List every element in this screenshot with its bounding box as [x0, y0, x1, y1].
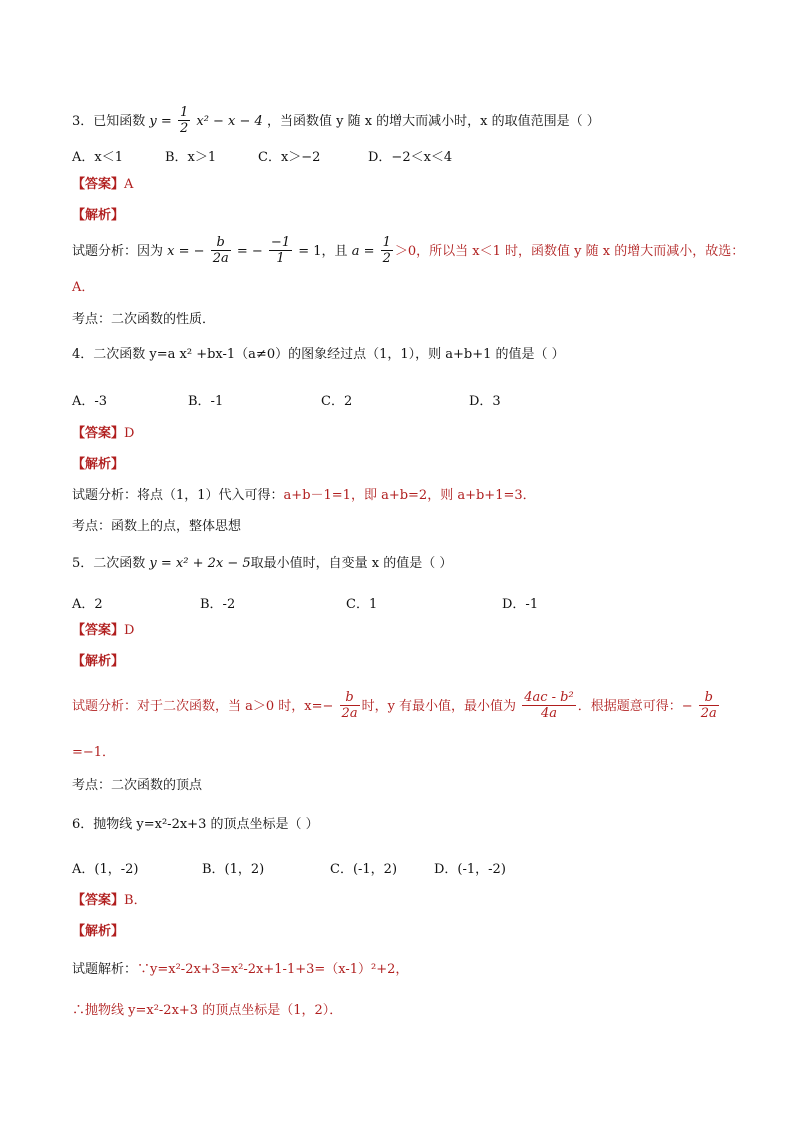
q6-stem: 6．抛物线 y=x²-2x+3 的顶点坐标是（ ）: [72, 817, 319, 832]
q3-fraction: $\frac{1}{2}$: [179, 105, 189, 137]
q5-answer: 【答案】D: [72, 623, 135, 638]
q4-option-a: A．-3: [72, 394, 108, 409]
q6-option-b: B．(1，2): [202, 862, 265, 877]
q3-option-a: A．x＜1: [72, 150, 123, 165]
q5-analysis-label: 【解析】: [72, 654, 125, 669]
q3-analysis-line2: A．: [72, 280, 95, 295]
q5-stem: 5．二次函数 y = x² + 2x − 5取最小值时，自变量 x 的值是（ ）: [72, 556, 453, 571]
q5-analysis-fraction-2: $\frac{\text{4ac - b²}}{4a}$: [524, 690, 574, 722]
q4-answer: 【答案】D: [72, 426, 135, 441]
q5-option-b: B．-2: [200, 597, 236, 612]
q5-option-a: A．2: [72, 597, 103, 612]
q6-answer: 【答案】B．: [72, 893, 147, 908]
q3-option-b: B．x＞1: [165, 150, 217, 165]
q5-kaodian: 考点：二次函数的顶点: [72, 778, 203, 793]
q3-analysis: 试题分析：因为 x = − $\frac{b}{2a}$ = − $\frac{-1}{1}$ = 1，且 a = $\frac{1}{2}$ ＞0，所以当 x＜1 时，函数值 y 随 x 的增大而减小，故选：: [72, 235, 745, 267]
q4-analysis: 试题分析：将点（1，1）代入可得：a+b－1=1，即 a+b=2，则 a+b+1=3．: [72, 488, 536, 503]
q5-analysis-fraction-3: $\frac{b}{2a}$: [700, 690, 717, 722]
q3-answer: 【答案】A: [72, 177, 134, 192]
q5-analysis-line2: =−1．: [72, 745, 116, 760]
q3-analysis-fraction-3: $\frac{1}{2}$: [382, 235, 391, 267]
q3-analysis-fraction-2: $\frac{-1}{1}$: [270, 235, 291, 267]
q4-option-d: D．3: [469, 394, 501, 409]
q3-option-d: D．−2＜x＜4: [368, 150, 453, 165]
q5-analysis-fraction-1: $\frac{b}{2a}$: [341, 690, 358, 722]
q3-stem: 3．已知函数 y = $\frac{1}{2}$ x² − x − 4 ，当函数值 y 随 x 的增大而减小时，x 的取值范围是（ ）: [72, 105, 600, 137]
q4-analysis-label: 【解析】: [72, 457, 125, 472]
q5-analysis: 试题分析：对于二次函数，当 a＞0 时，x=− $\frac{b}{2a}$ 时，y 有最小值，最小值为 $\frac{\text{4ac - b²}}{4a}$ ．根据题意可得：− $\frac{b}{2a}$: [72, 690, 717, 722]
q3-option-c: C．x＞−2: [258, 150, 321, 165]
q5-option-d: D．-1: [502, 597, 539, 612]
q4-option-b: B．-1: [188, 394, 224, 409]
q6-analysis: 试题解析：∵y=x²-2x+3=x²-2x+1-1+3=（x-1）²+2，: [72, 962, 409, 977]
q3-kaodian: 考点：二次函数的性质．: [72, 312, 216, 327]
q4-option-c: C．2: [321, 394, 353, 409]
q5-option-c: C．1: [346, 597, 378, 612]
q3-analysis-label: 【解析】: [72, 208, 125, 223]
q3-analysis-fraction-1: $\frac{b}{2a}$: [212, 235, 229, 267]
q6-option-a: A．(1，-2): [72, 862, 139, 877]
q6-option-d: D．(-1，-2): [434, 862, 506, 877]
q6-option-c: C．(-1，2): [330, 862, 398, 877]
q6-analysis-label: 【解析】: [72, 924, 125, 939]
q4-kaodian: 考点：函数上的点，整体思想: [72, 519, 242, 534]
q6-analysis-line2: ∴抛物线 y=x²-2x+3 的顶点坐标是（1，2）．: [72, 1003, 343, 1018]
q4-stem: 4．二次函数 y=a x² +bx-1（a≠0）的图象经过点（1，1），则 a+b+1 的值是（ ）: [72, 347, 565, 362]
